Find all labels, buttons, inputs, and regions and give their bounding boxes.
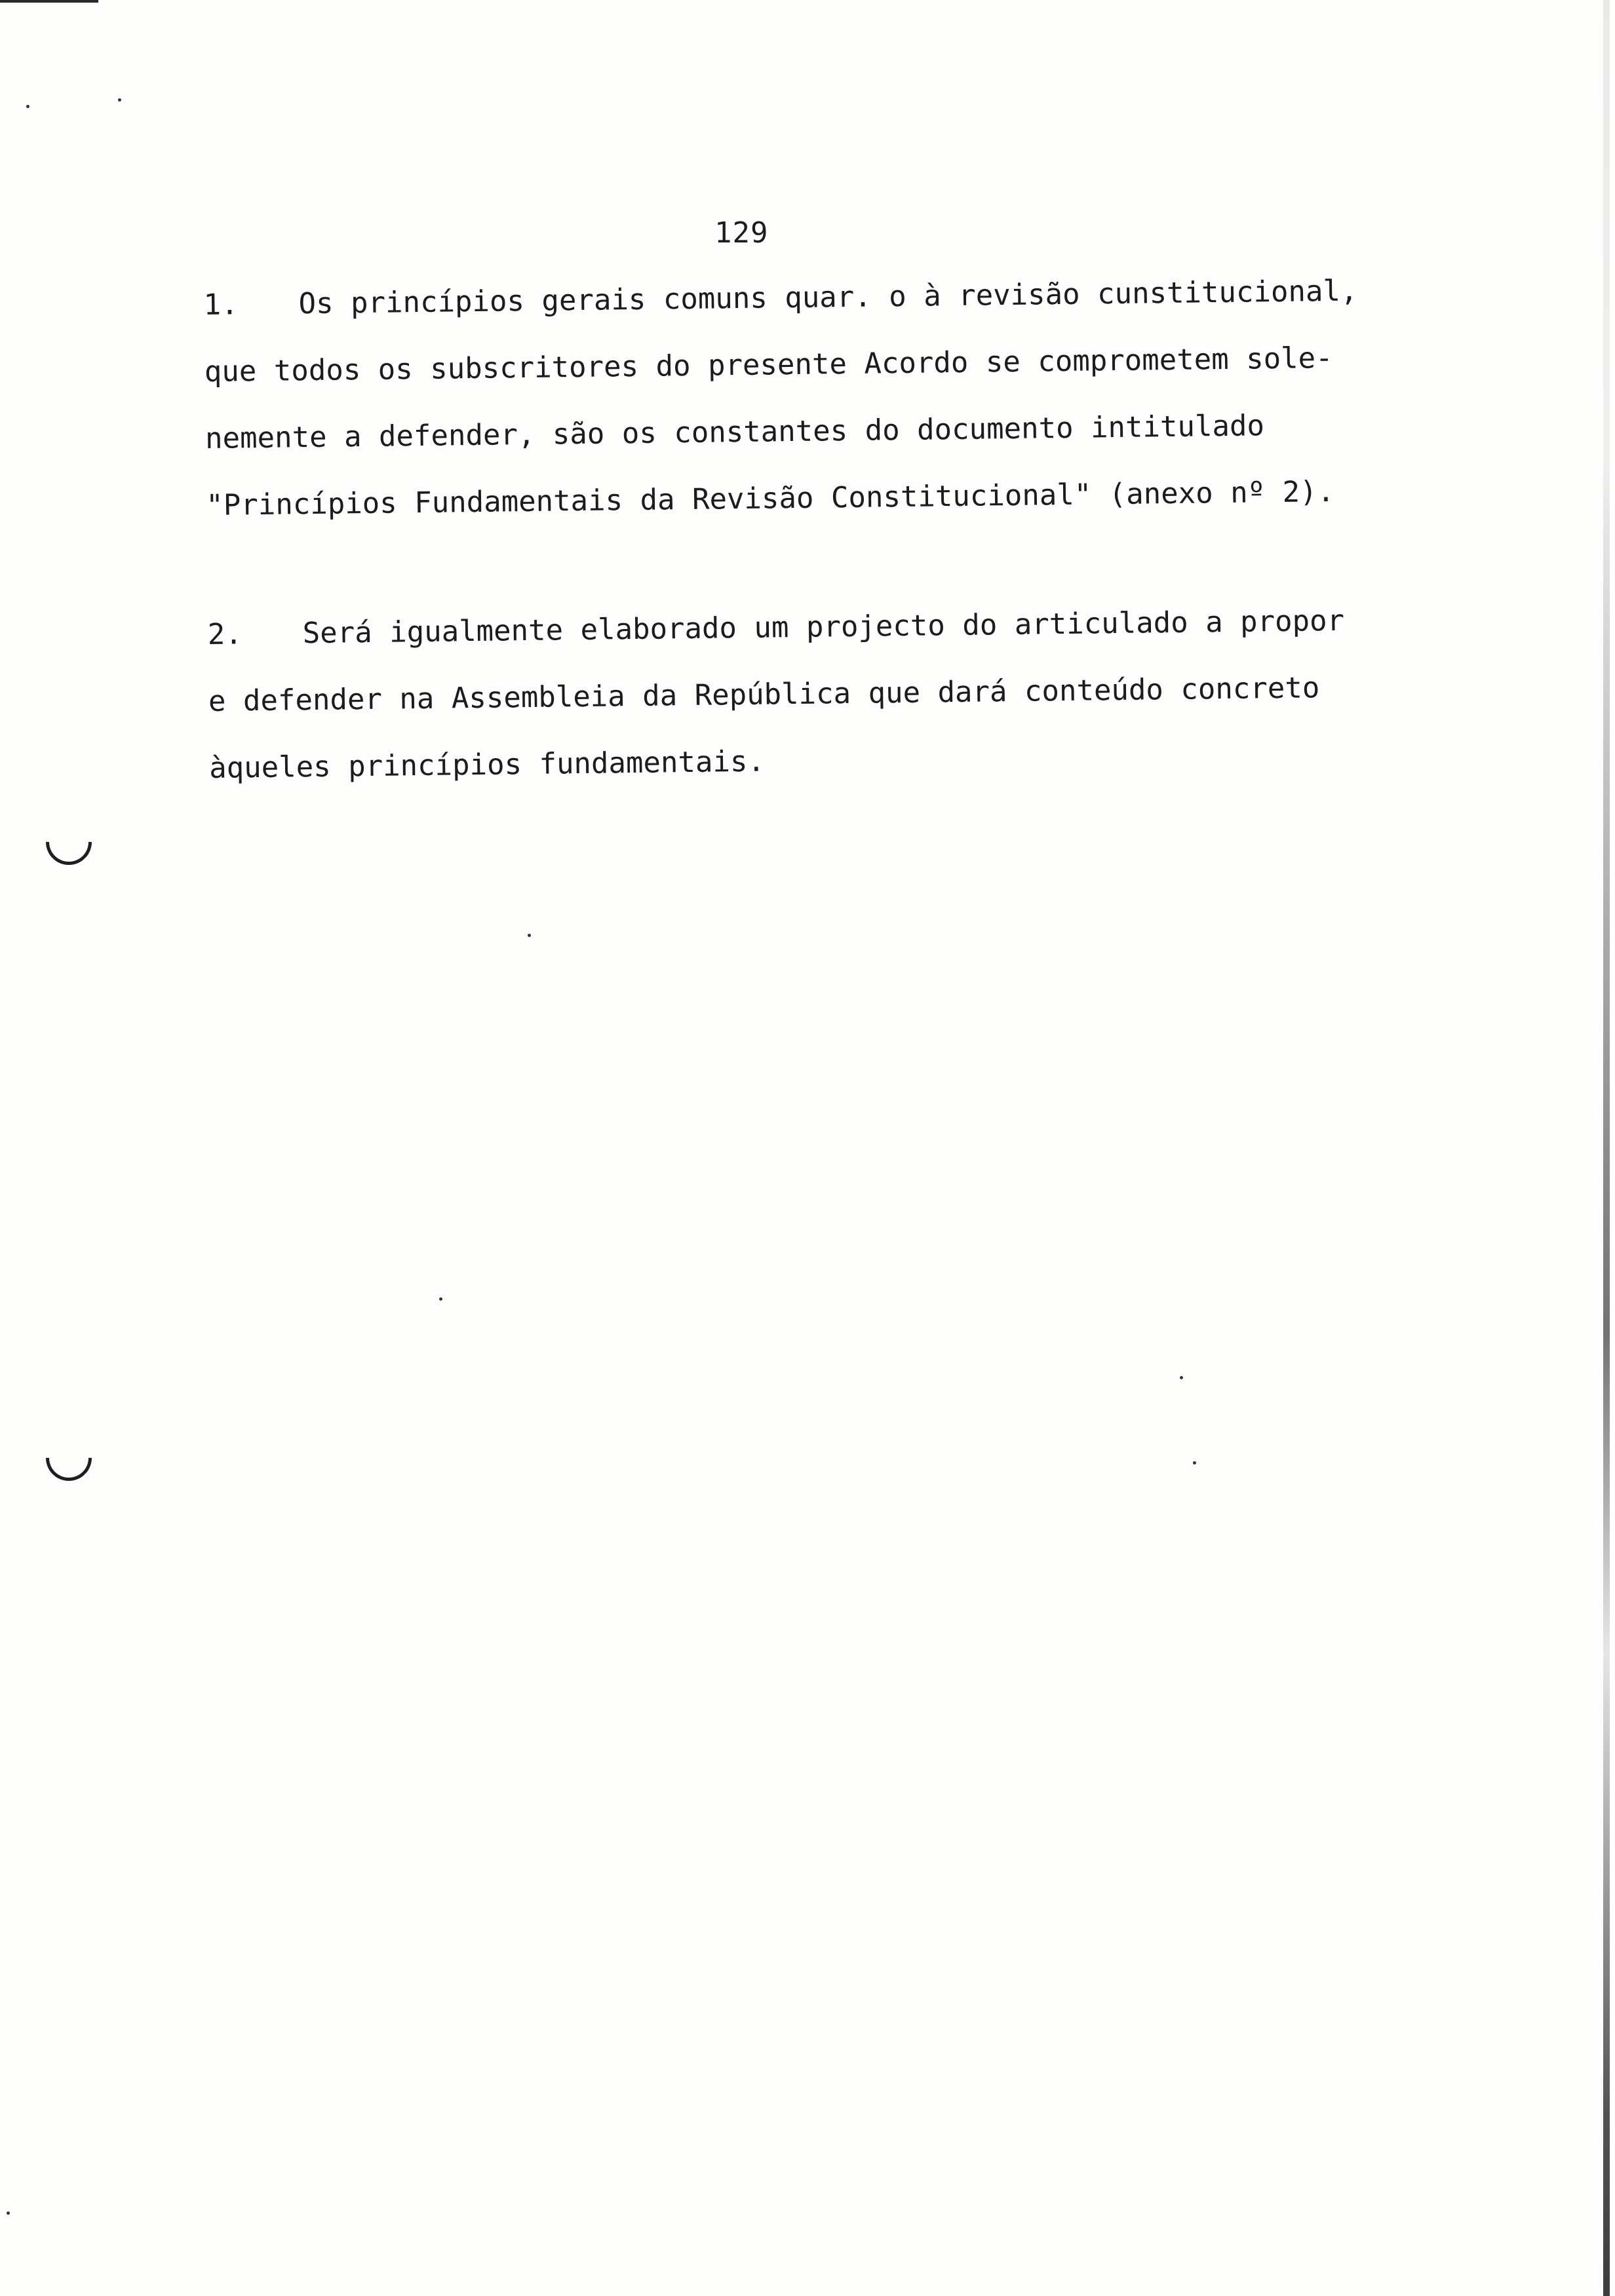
body-text <box>203 256 1527 801</box>
header-rule <box>0 0 98 3</box>
paragraph-2 <box>207 585 1527 802</box>
binder-edge-shadow <box>1603 0 1610 2296</box>
punch-hole-mark <box>37 810 102 875</box>
scan-speck <box>1180 1376 1183 1379</box>
text-line: que todos os subscritores do presente Acordo se comprometem sole- <box>204 341 1333 389</box>
text-line: "Princípios Fundamentais da Revisão Constitucional" (anexo nº 2). <box>206 474 1335 522</box>
text-line: nemente a defender, são os constantes do documento intitulado <box>204 409 1265 455</box>
paragraph-number: 2. <box>207 617 243 651</box>
paragraph-number: 1. <box>203 288 239 322</box>
scan-speck <box>26 105 29 108</box>
scan-speck <box>1193 1461 1196 1464</box>
text-line: àqueles princípios fundamentais. <box>208 744 766 785</box>
page-number: 129 <box>714 216 769 250</box>
scan-speck <box>7 2211 10 2215</box>
scan-speck <box>528 934 531 937</box>
punch-hole-mark <box>37 1426 102 1491</box>
text-line: 1. Os princípios gerais comuns quar. o à revisão cunstitucional, <box>203 256 1521 339</box>
text-line: 2. Será igualmente elaborado um projecto do articulado a propor <box>207 585 1525 668</box>
scan-speck <box>439 1297 442 1301</box>
scan-speck <box>118 98 121 102</box>
text-line: e defender na Assembleia da República que dará conteúdo concreto <box>208 671 1320 718</box>
paragraph-1 <box>203 256 1524 539</box>
